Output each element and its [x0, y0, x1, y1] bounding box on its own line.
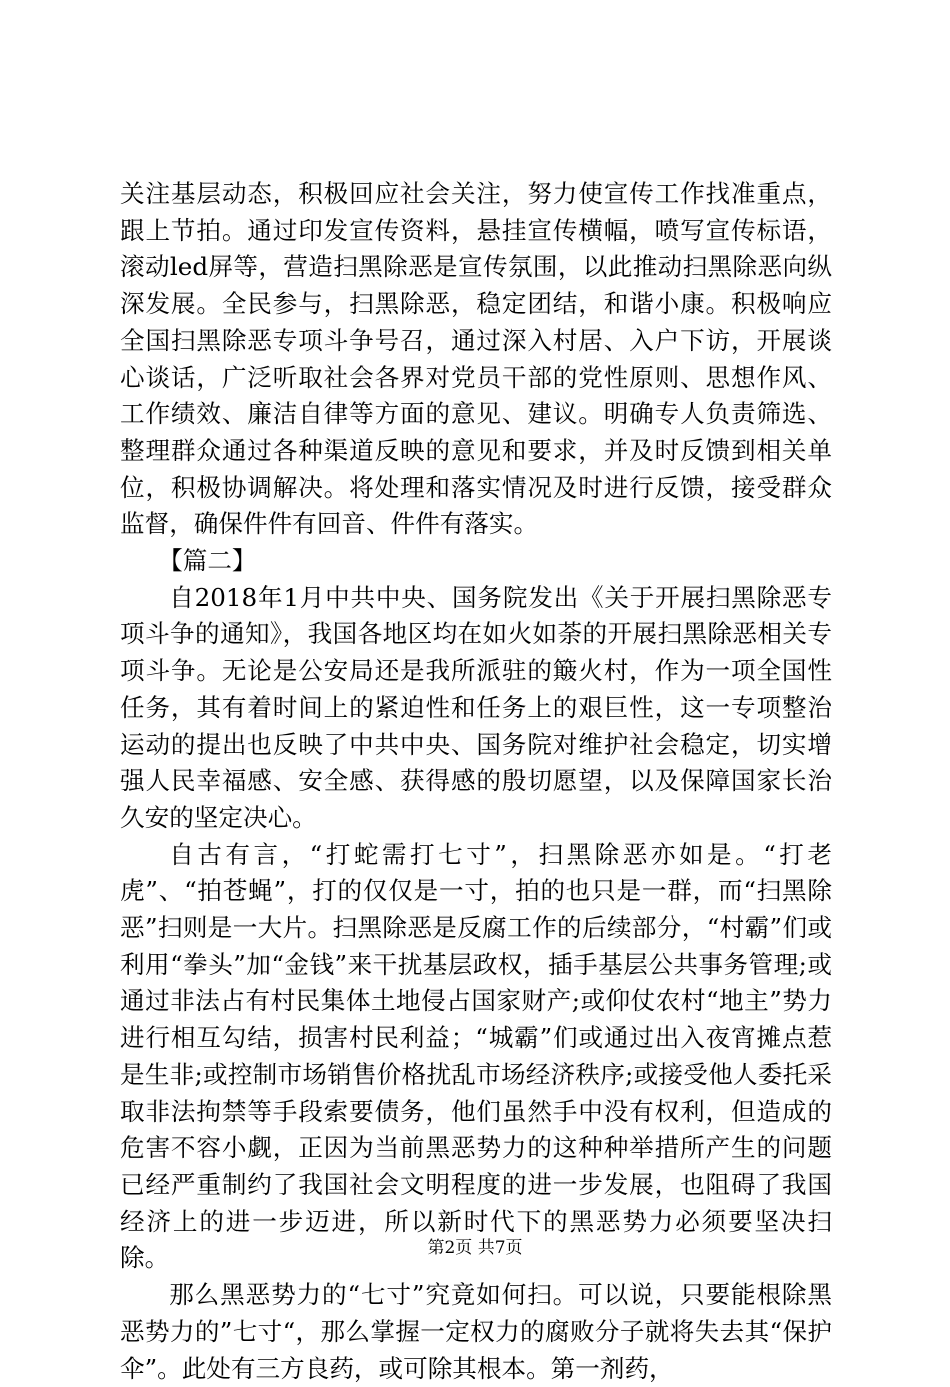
paragraph-continuation: 关注基层动态，积极回应社会关注，努力使宣传工作找准重点，跟上节拍。通过印发宣传资料，悬挂宣传横幅，喷写宣传标语，滚动led屏等，营造扫黑除恶是宣传氛围，以此推动扫黑除恶向纵深发展。全民参与，扫黑除恶，稳定团结，和谐小康。积极响应全国扫黑除恶专项斗争号召，通过深入村居、入户下访，开展谈心谈话，广泛听取社会各界对党员干部的党性原则、思想作风、工作绩效、廉洁自律等方面的意见、建议。明确专人负责筛选、整理群众通过各种渠道反映的意见和要求，并及时反馈到相关单位，积极协调解决。将处理和落实情况及时进行反馈，接受群众监督，确保件件有回音、件件有落实。 — [120, 179, 832, 539]
page-footer — [0, 1237, 950, 1259]
paragraph: 那么黑恶势力的“七寸”究竟如何扫。可以说，只要能根除黑恶势力的”七寸“，那么掌握一定权力的腐败分子就将失去其“保护伞”。此处有三方良药，或可除其根本。第一剂药， — [120, 1280, 832, 1383]
paragraph: 自古有言，“打蛇需打七寸”，扫黑除恶亦如是。“打老虎”、“拍苍蝇”，打的仅仅是一寸，拍的也只是一群，而“扫黑除恶”扫则是一大片。扫黑除恶是反腐工作的后续部分，“村霸”们或利用“拳头”加“金钱”来干扰基层政权，插手基层公共事务管理;或通过非法占有村民集体土地侵占国家财产;或仰仗农村“地主”势力进行相互勾结，损害村民利益；“城霸”们或通过出入夜宵摊点惹是生非;或控制市场销售价格扰乱市场经济秩序;或接受他人委托采取非法拘禁等手段索要债务，他们虽然手中没有权利，但造成的危害不容小觑，正因为当前黑恶势力的这种种举措所产生的问题已经严重制约了我国社会文明程度的进一步发展，也阻碍了我国经济上的进一步迈进，所以新时代下的黑恶势力必须要坚决扫除。 — [120, 839, 832, 1273]
section-heading: 【篇二】 — [158, 546, 257, 576]
paragraph: 自2018年1月中共中央、国务院发出《关于开展扫黑除恶专项斗争的通知》，我国各地区均在如火如荼的开展扫黑除恶相关专项斗争。无论是公安局还是我所派驻的簸火村，作为一项全国性任务，其有着时间上的紧迫性和任务上的艰巨性，这一专项整治运动的提出也反映了中共中央、国务院对维护社会稳定，切实增强人民幸福感、安全感、获得感的殷切愿望，以及保障国家长治久安的坚定决心。 — [120, 582, 832, 832]
page-number: 第2页 共7页 — [427, 1238, 523, 1258]
document-body — [120, 176, 832, 1387]
